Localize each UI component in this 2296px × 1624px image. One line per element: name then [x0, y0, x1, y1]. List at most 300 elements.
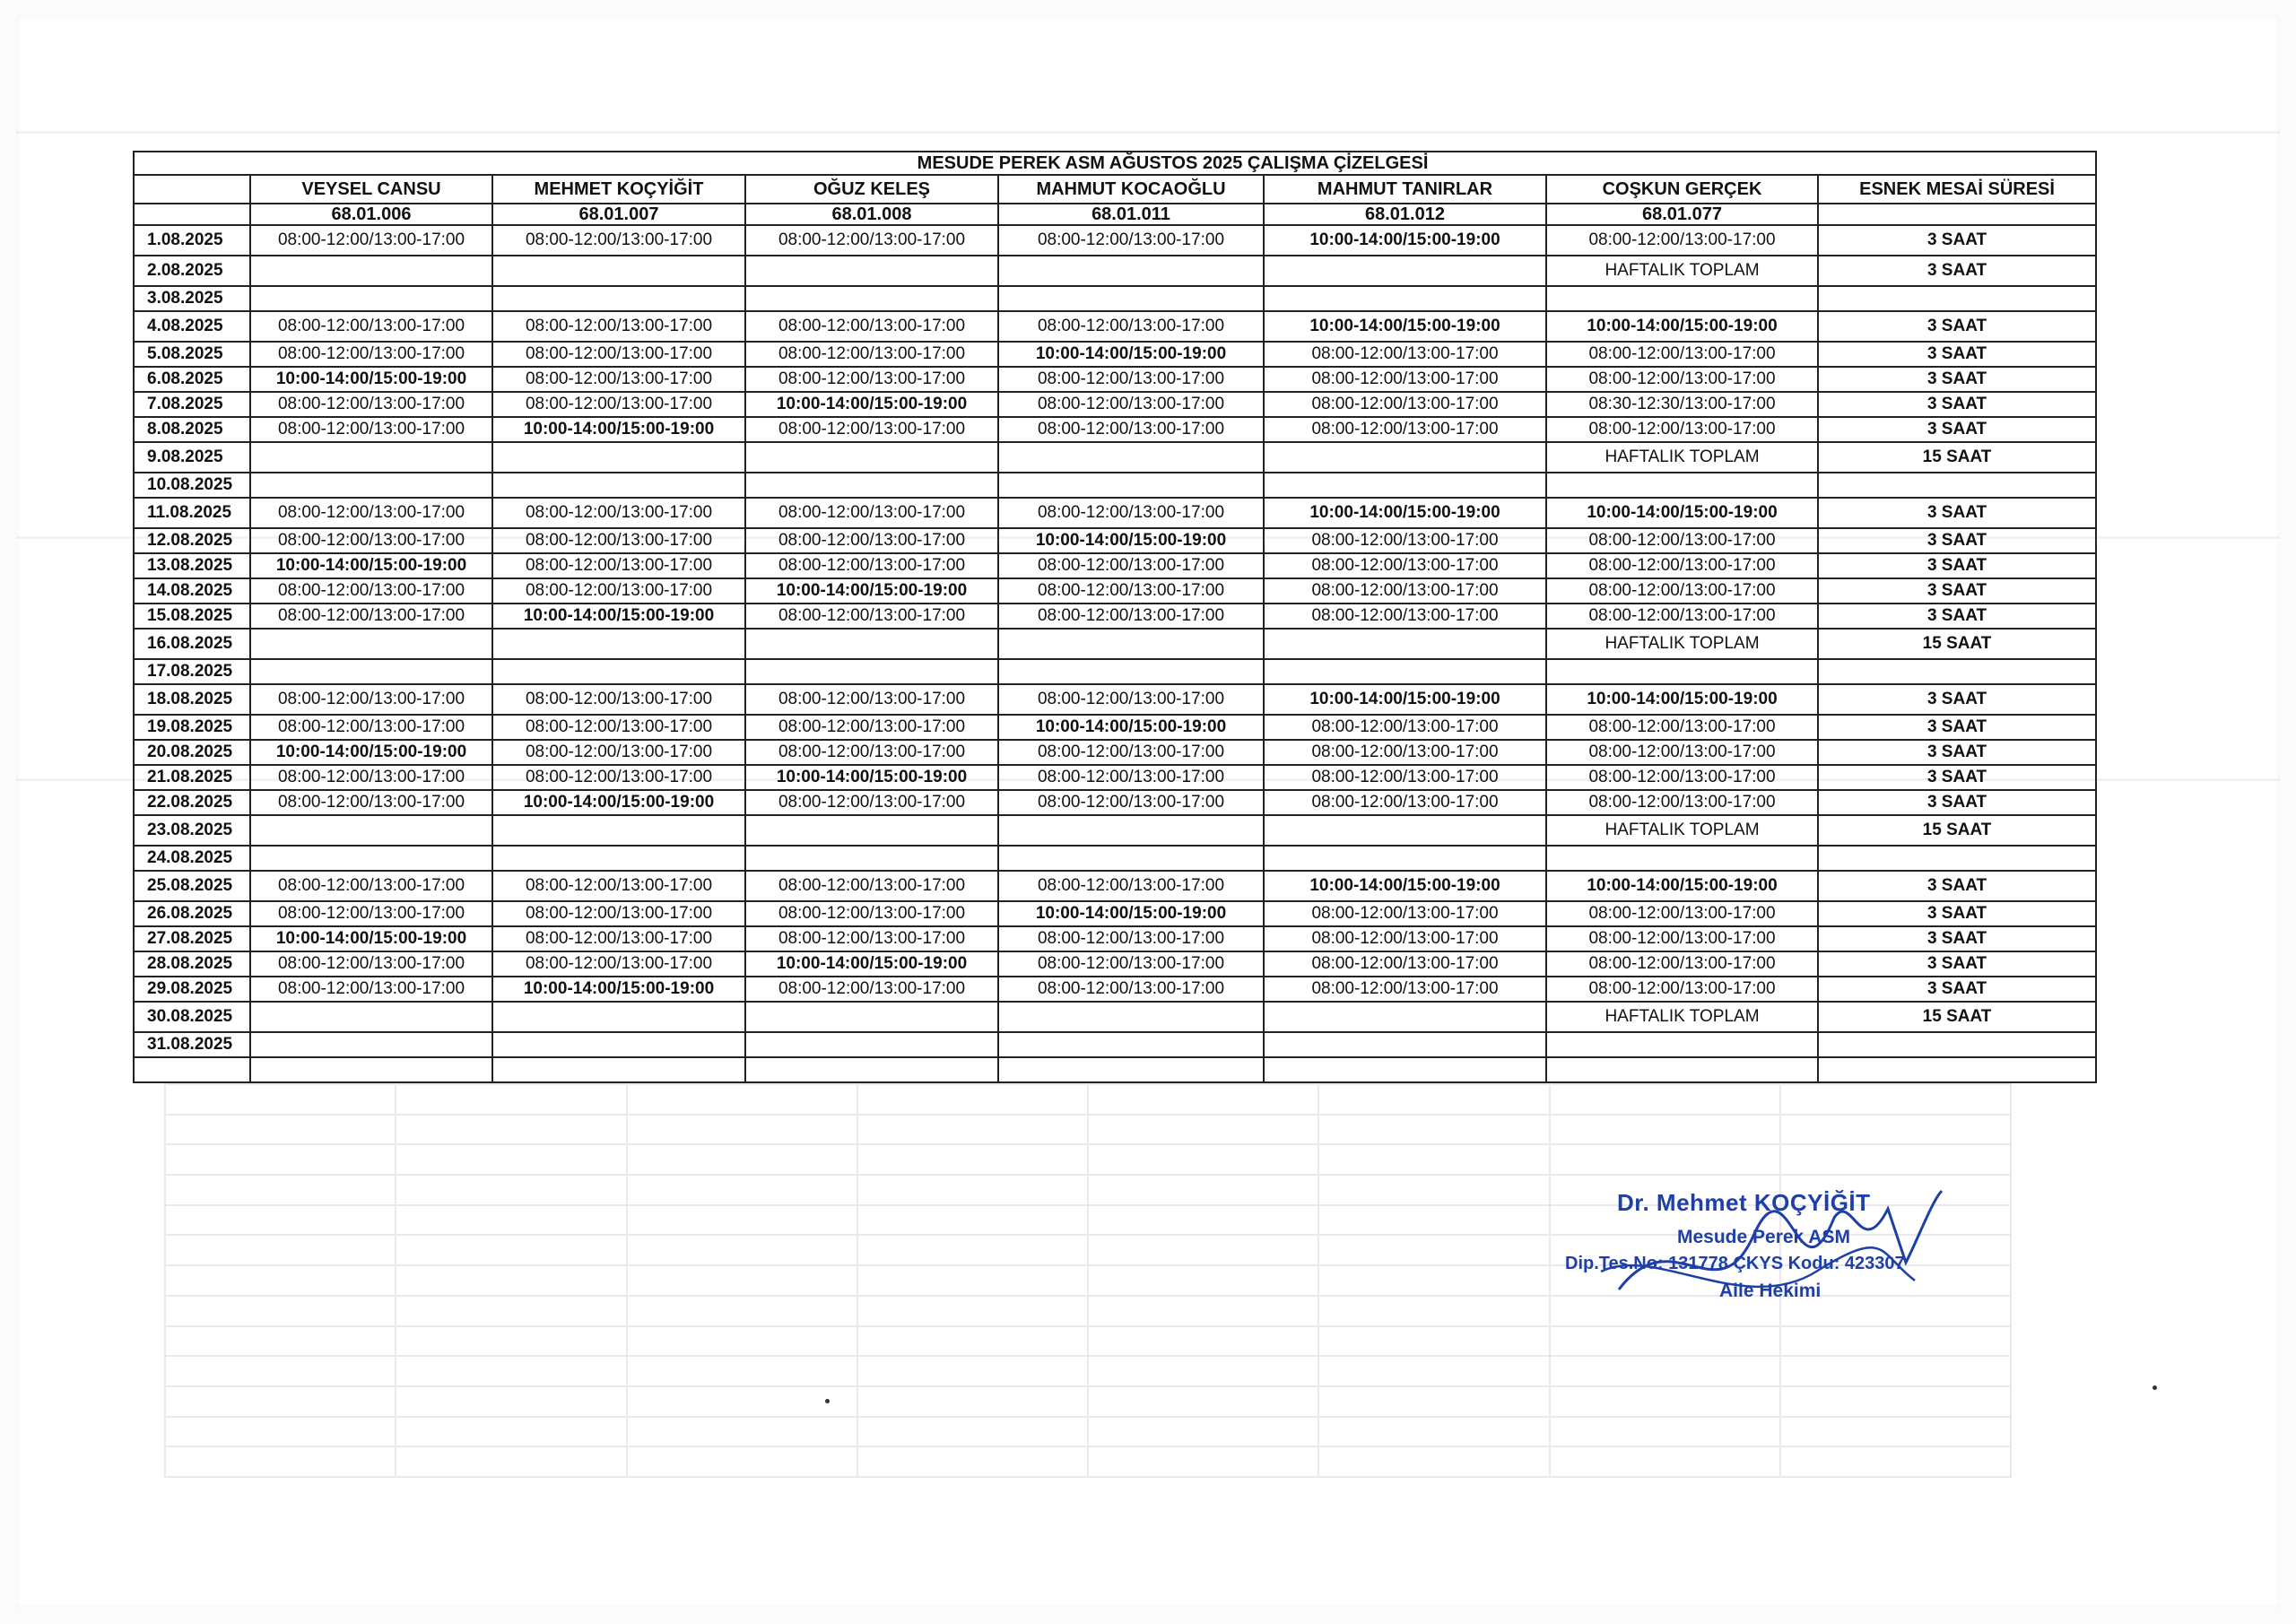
row-date: 6.08.2025	[134, 367, 250, 392]
corner-cell	[134, 175, 250, 204]
shift-cell: 08:00-12:00/13:00-17:00	[1264, 528, 1546, 553]
schedule-row	[134, 225, 2096, 256]
flex-hours-cell	[1818, 659, 2096, 684]
shift-cell	[492, 815, 745, 846]
schedule-row	[134, 790, 2096, 815]
shift-cell: 08:00-12:00/13:00-17:00	[1546, 715, 1818, 740]
corner-cell	[134, 204, 250, 225]
shift-cell: 08:00-12:00/13:00-17:00	[250, 578, 492, 604]
flex-hours-cell: 3 SAAT	[1818, 684, 2096, 715]
shift-cell	[1264, 659, 1546, 684]
schedule-row	[134, 417, 2096, 442]
row-date: 23.08.2025	[134, 815, 250, 846]
shift-cell	[492, 659, 745, 684]
shift-cell	[1546, 1032, 1818, 1057]
flex-hours-cell: 3 SAAT	[1818, 604, 2096, 629]
shift-cell: 08:00-12:00/13:00-17:00	[250, 871, 492, 901]
shift-cell	[745, 815, 998, 846]
speck	[2152, 1385, 2157, 1390]
shift-cell: 10:00-14:00/15:00-19:00	[250, 553, 492, 578]
shift-cell: 10:00-14:00/15:00-19:00	[250, 926, 492, 951]
shift-cell: 10:00-14:00/15:00-19:00	[492, 977, 745, 1002]
shift-cell: 08:00-12:00/13:00-17:00	[1264, 715, 1546, 740]
shift-cell	[998, 846, 1264, 871]
shift-cell	[492, 846, 745, 871]
shift-cell: 08:00-12:00/13:00-17:00	[250, 977, 492, 1002]
speck	[825, 1399, 830, 1403]
schedule-row	[134, 256, 2096, 286]
shift-cell	[492, 629, 745, 659]
shift-cell: 08:00-12:00/13:00-17:00	[250, 684, 492, 715]
shift-cell	[250, 1002, 492, 1032]
shift-cell: 08:00-12:00/13:00-17:00	[745, 528, 998, 553]
flex-hours-cell: 3 SAAT	[1818, 790, 2096, 815]
shift-cell	[250, 815, 492, 846]
shift-cell: 08:00-12:00/13:00-17:00	[1546, 553, 1818, 578]
shift-cell: 10:00-14:00/15:00-19:00	[492, 790, 745, 815]
schedule-row	[134, 901, 2096, 926]
row-date: 20.08.2025	[134, 740, 250, 765]
shift-cell: 08:00-12:00/13:00-17:00	[998, 311, 1264, 342]
shift-cell: 08:00-12:00/13:00-17:00	[1264, 392, 1546, 417]
shift-cell: 08:00-12:00/13:00-17:00	[250, 225, 492, 256]
schedule-row	[134, 528, 2096, 553]
shift-cell: 08:00-12:00/13:00-17:00	[1546, 417, 1818, 442]
shift-cell: 08:00-12:00/13:00-17:00	[1264, 740, 1546, 765]
shift-cell: 08:00-12:00/13:00-17:00	[745, 740, 998, 765]
flex-hours-cell: 15 SAAT	[1818, 629, 2096, 659]
row-date: 16.08.2025	[134, 629, 250, 659]
shift-cell: 08:00-12:00/13:00-17:00	[998, 498, 1264, 528]
shift-cell: 08:00-12:00/13:00-17:00	[492, 392, 745, 417]
shift-cell: 08:00-12:00/13:00-17:00	[745, 342, 998, 367]
staff-code: 68.01.011	[998, 204, 1264, 225]
doctor-stamp	[1565, 1182, 1969, 1316]
flex-header: ESNEK MESAİ SÜRESİ	[1818, 175, 2096, 204]
schedule-row	[134, 553, 2096, 578]
shift-cell: 08:00-12:00/13:00-17:00	[745, 553, 998, 578]
shift-cell	[492, 1002, 745, 1032]
shift-cell: 10:00-14:00/15:00-19:00	[998, 901, 1264, 926]
shift-cell: 08:00-12:00/13:00-17:00	[998, 417, 1264, 442]
shift-cell: 08:00-12:00/13:00-17:00	[745, 790, 998, 815]
shift-cell	[998, 256, 1264, 286]
shift-cell	[1264, 629, 1546, 659]
schedule-row	[134, 765, 2096, 790]
shift-cell	[492, 256, 745, 286]
shift-cell: 08:00-12:00/13:00-17:00	[745, 684, 998, 715]
schedule-row	[134, 977, 2096, 1002]
schedule-row	[134, 1057, 2096, 1082]
shift-cell	[250, 1032, 492, 1057]
schedule-row	[134, 684, 2096, 715]
staff-name: COŞKUN GERÇEK	[1546, 175, 1818, 204]
schedule-row	[134, 367, 2096, 392]
stamp-role: Aile Hekimi	[1719, 1281, 1822, 1301]
row-date: 8.08.2025	[134, 417, 250, 442]
shift-cell	[998, 815, 1264, 846]
schedule-row	[134, 715, 2096, 740]
shift-cell	[250, 1057, 492, 1082]
row-date	[134, 1057, 250, 1082]
shift-cell: 10:00-14:00/15:00-19:00	[250, 367, 492, 392]
shift-cell: 08:00-12:00/13:00-17:00	[1546, 765, 1818, 790]
flex-hours-cell: 3 SAAT	[1818, 367, 2096, 392]
schedule-row	[134, 442, 2096, 473]
shift-cell	[1546, 286, 1818, 311]
schedule-row	[134, 740, 2096, 765]
shift-cell	[1546, 1057, 1818, 1082]
shift-cell: 08:00-12:00/13:00-17:00	[745, 977, 998, 1002]
flex-hours-cell	[1818, 846, 2096, 871]
row-date: 17.08.2025	[134, 659, 250, 684]
schedule-row	[134, 1032, 2096, 1057]
flex-hours-cell: 3 SAAT	[1818, 578, 2096, 604]
shift-cell	[250, 286, 492, 311]
row-date: 28.08.2025	[134, 951, 250, 977]
shift-cell: 08:00-12:00/13:00-17:00	[998, 225, 1264, 256]
shift-cell: 08:00-12:00/13:00-17:00	[1546, 578, 1818, 604]
shift-cell	[998, 659, 1264, 684]
shift-cell	[998, 629, 1264, 659]
shift-cell: 08:00-12:00/13:00-17:00	[492, 528, 745, 553]
scan-streak	[16, 131, 2280, 134]
shift-cell: 10:00-14:00/15:00-19:00	[1264, 684, 1546, 715]
shift-cell: 08:00-12:00/13:00-17:00	[998, 684, 1264, 715]
schedule-row	[134, 392, 2096, 417]
shift-cell: 10:00-14:00/15:00-19:00	[745, 578, 998, 604]
shift-cell	[1264, 442, 1546, 473]
shift-cell	[1264, 1002, 1546, 1032]
shift-cell	[1264, 815, 1546, 846]
shift-cell: 08:00-12:00/13:00-17:00	[1546, 977, 1818, 1002]
staff-name: MEHMET KOÇYİĞİT	[492, 175, 745, 204]
shift-cell: 08:30-12:30/13:00-17:00	[1546, 392, 1818, 417]
shift-cell	[745, 473, 998, 498]
shift-cell	[745, 629, 998, 659]
shift-cell	[250, 473, 492, 498]
row-date: 14.08.2025	[134, 578, 250, 604]
shift-cell: 08:00-12:00/13:00-17:00	[1264, 553, 1546, 578]
shift-cell: 08:00-12:00/13:00-17:00	[250, 790, 492, 815]
flex-hours-cell: 3 SAAT	[1818, 498, 2096, 528]
work-schedule-table	[133, 151, 2097, 1083]
flex-hours-cell: 3 SAAT	[1818, 553, 2096, 578]
flex-hours-cell: 15 SAAT	[1818, 442, 2096, 473]
shift-cell: 08:00-12:00/13:00-17:00	[1264, 790, 1546, 815]
shift-cell	[492, 286, 745, 311]
schedule-row	[134, 1002, 2096, 1032]
schedule-row	[134, 846, 2096, 871]
row-date: 27.08.2025	[134, 926, 250, 951]
flex-hours-cell: 3 SAAT	[1818, 256, 2096, 286]
shift-cell: 10:00-14:00/15:00-19:00	[745, 951, 998, 977]
shift-cell: 10:00-14:00/15:00-19:00	[998, 342, 1264, 367]
row-date: 5.08.2025	[134, 342, 250, 367]
shift-cell: 08:00-12:00/13:00-17:00	[250, 417, 492, 442]
schedule-row	[134, 871, 2096, 901]
schedule-row	[134, 604, 2096, 629]
row-date: 10.08.2025	[134, 473, 250, 498]
flex-hours-cell	[1818, 1032, 2096, 1057]
flex-hours-cell: 15 SAAT	[1818, 1002, 2096, 1032]
flex-hours-cell: 3 SAAT	[1818, 392, 2096, 417]
staff-code: 68.01.077	[1546, 204, 1818, 225]
row-date: 31.08.2025	[134, 1032, 250, 1057]
shift-cell	[998, 1057, 1264, 1082]
shift-cell	[745, 846, 998, 871]
shift-cell	[998, 473, 1264, 498]
shift-cell	[745, 1002, 998, 1032]
shift-cell	[745, 1057, 998, 1082]
shift-cell: 08:00-12:00/13:00-17:00	[492, 765, 745, 790]
shift-cell: 08:00-12:00/13:00-17:00	[250, 604, 492, 629]
shift-cell: 08:00-12:00/13:00-17:00	[250, 392, 492, 417]
shift-cell: 08:00-12:00/13:00-17:00	[998, 926, 1264, 951]
shift-cell: 10:00-14:00/15:00-19:00	[492, 604, 745, 629]
shift-cell: 08:00-12:00/13:00-17:00	[492, 578, 745, 604]
shift-cell: 08:00-12:00/13:00-17:00	[998, 367, 1264, 392]
shift-cell: 08:00-12:00/13:00-17:00	[1264, 604, 1546, 629]
shift-cell	[1264, 1057, 1546, 1082]
row-date: 30.08.2025	[134, 1002, 250, 1032]
shift-cell: 08:00-12:00/13:00-17:00	[250, 311, 492, 342]
shift-cell: 08:00-12:00/13:00-17:00	[492, 553, 745, 578]
shift-cell: 10:00-14:00/15:00-19:00	[998, 528, 1264, 553]
shift-cell: 08:00-12:00/13:00-17:00	[1546, 604, 1818, 629]
shift-cell: 08:00-12:00/13:00-17:00	[745, 926, 998, 951]
row-date: 22.08.2025	[134, 790, 250, 815]
schedule-row	[134, 578, 2096, 604]
shift-cell: 08:00-12:00/13:00-17:00	[1546, 225, 1818, 256]
row-date: 1.08.2025	[134, 225, 250, 256]
shift-cell: 10:00-14:00/15:00-19:00	[250, 740, 492, 765]
shift-cell	[492, 1057, 745, 1082]
row-date: 13.08.2025	[134, 553, 250, 578]
shift-cell: 08:00-12:00/13:00-17:00	[1264, 765, 1546, 790]
shift-cell: 10:00-14:00/15:00-19:00	[492, 417, 745, 442]
shift-cell	[492, 1032, 745, 1057]
flex-hours-cell: 3 SAAT	[1818, 311, 2096, 342]
row-date: 29.08.2025	[134, 977, 250, 1002]
shift-cell: 08:00-12:00/13:00-17:00	[492, 740, 745, 765]
stamp-institution: Mesude Perek ASM	[1677, 1227, 1850, 1247]
shift-cell	[745, 1032, 998, 1057]
shift-cell	[745, 256, 998, 286]
shift-cell	[998, 1002, 1264, 1032]
shift-cell: 08:00-12:00/13:00-17:00	[998, 578, 1264, 604]
shift-cell: 08:00-12:00/13:00-17:00	[1546, 951, 1818, 977]
schedule-row	[134, 815, 2096, 846]
flex-hours-cell: 3 SAAT	[1818, 342, 2096, 367]
staff-name: VEYSEL CANSU	[250, 175, 492, 204]
shift-cell: 10:00-14:00/15:00-19:00	[1264, 311, 1546, 342]
shift-cell: 08:00-12:00/13:00-17:00	[745, 367, 998, 392]
shift-cell: 08:00-12:00/13:00-17:00	[492, 342, 745, 367]
shift-cell: 08:00-12:00/13:00-17:00	[998, 392, 1264, 417]
shift-cell: HAFTALIK TOPLAM	[1546, 1002, 1818, 1032]
schedule-row	[134, 926, 2096, 951]
shift-cell: 08:00-12:00/13:00-17:00	[250, 342, 492, 367]
schedule-row	[134, 311, 2096, 342]
shift-cell: 08:00-12:00/13:00-17:00	[998, 740, 1264, 765]
shift-cell: 10:00-14:00/15:00-19:00	[1546, 684, 1818, 715]
shift-cell	[250, 442, 492, 473]
title-spacer	[134, 152, 250, 175]
shift-cell: 08:00-12:00/13:00-17:00	[998, 871, 1264, 901]
shift-cell: 08:00-12:00/13:00-17:00	[492, 684, 745, 715]
shift-cell: 08:00-12:00/13:00-17:00	[1264, 926, 1546, 951]
shift-cell	[998, 286, 1264, 311]
shift-cell	[250, 846, 492, 871]
shift-cell: 08:00-12:00/13:00-17:00	[492, 951, 745, 977]
stamp-name: Dr. Mehmet KOÇYİĞİT	[1617, 1189, 1871, 1216]
shift-cell: 10:00-14:00/15:00-19:00	[745, 392, 998, 417]
schedule-title: MESUDE PEREK ASM AĞUSTOS 2025 ÇALIŞMA ÇİZELGESİ	[250, 152, 2096, 175]
flex-hours-cell: 3 SAAT	[1818, 977, 2096, 1002]
shift-cell: 08:00-12:00/13:00-17:00	[492, 715, 745, 740]
staff-name: MAHMUT TANIRLAR	[1264, 175, 1546, 204]
shift-cell: 08:00-12:00/13:00-17:00	[492, 926, 745, 951]
row-date: 3.08.2025	[134, 286, 250, 311]
shift-cell: 08:00-12:00/13:00-17:00	[745, 604, 998, 629]
shift-cell: 10:00-14:00/15:00-19:00	[1546, 498, 1818, 528]
flex-hours-cell: 3 SAAT	[1818, 951, 2096, 977]
row-date: 9.08.2025	[134, 442, 250, 473]
row-date: 7.08.2025	[134, 392, 250, 417]
shift-cell: 08:00-12:00/13:00-17:00	[1546, 528, 1818, 553]
shift-cell: 08:00-12:00/13:00-17:00	[492, 498, 745, 528]
row-date: 11.08.2025	[134, 498, 250, 528]
shift-cell: 08:00-12:00/13:00-17:00	[1546, 926, 1818, 951]
shift-cell: 08:00-12:00/13:00-17:00	[1546, 790, 1818, 815]
shift-cell	[1264, 286, 1546, 311]
flex-hours-cell: 3 SAAT	[1818, 901, 2096, 926]
shift-cell: 08:00-12:00/13:00-17:00	[1264, 342, 1546, 367]
flex-hours-cell: 3 SAAT	[1818, 765, 2096, 790]
row-date: 18.08.2025	[134, 684, 250, 715]
shift-cell: 08:00-12:00/13:00-17:00	[492, 901, 745, 926]
shift-cell	[250, 629, 492, 659]
shift-cell: 08:00-12:00/13:00-17:00	[998, 977, 1264, 1002]
shift-cell: 08:00-12:00/13:00-17:00	[745, 498, 998, 528]
shift-cell: 08:00-12:00/13:00-17:00	[250, 951, 492, 977]
flex-hours-cell	[1818, 1057, 2096, 1082]
shift-cell	[745, 442, 998, 473]
row-date: 4.08.2025	[134, 311, 250, 342]
staff-name: OĞUZ KELEŞ	[745, 175, 998, 204]
schedule-row	[134, 629, 2096, 659]
staff-code: 68.01.012	[1264, 204, 1546, 225]
shift-cell: 08:00-12:00/13:00-17:00	[1264, 367, 1546, 392]
shift-cell: 08:00-12:00/13:00-17:00	[1264, 578, 1546, 604]
shift-cell: 08:00-12:00/13:00-17:00	[492, 871, 745, 901]
shift-cell: 08:00-12:00/13:00-17:00	[1546, 342, 1818, 367]
shift-cell: 08:00-12:00/13:00-17:00	[1546, 367, 1818, 392]
shift-cell: 08:00-12:00/13:00-17:00	[998, 553, 1264, 578]
row-date: 15.08.2025	[134, 604, 250, 629]
staff-code: 68.01.006	[250, 204, 492, 225]
shift-cell: HAFTALIK TOPLAM	[1546, 815, 1818, 846]
flex-hours-cell: 3 SAAT	[1818, 926, 2096, 951]
shift-cell: 10:00-14:00/15:00-19:00	[1264, 498, 1546, 528]
shift-cell: 10:00-14:00/15:00-19:00	[1546, 311, 1818, 342]
shift-cell	[1264, 473, 1546, 498]
shift-cell	[1546, 473, 1818, 498]
shift-cell	[250, 659, 492, 684]
flex-hours-cell: 3 SAAT	[1818, 528, 2096, 553]
flex-hours-cell: 3 SAAT	[1818, 417, 2096, 442]
shift-cell	[745, 659, 998, 684]
row-date: 19.08.2025	[134, 715, 250, 740]
shift-cell	[1264, 1032, 1546, 1057]
staff-code: 68.01.007	[492, 204, 745, 225]
flex-hours-cell: 15 SAAT	[1818, 815, 2096, 846]
shift-cell: 08:00-12:00/13:00-17:00	[1264, 901, 1546, 926]
shift-cell: 10:00-14:00/15:00-19:00	[745, 765, 998, 790]
flex-hours-cell: 3 SAAT	[1818, 740, 2096, 765]
schedule-row	[134, 473, 2096, 498]
shift-cell: 08:00-12:00/13:00-17:00	[998, 790, 1264, 815]
shift-cell: 10:00-14:00/15:00-19:00	[1546, 871, 1818, 901]
shift-cell	[492, 473, 745, 498]
shift-cell: 08:00-12:00/13:00-17:00	[492, 367, 745, 392]
schedule-row	[134, 286, 2096, 311]
staff-code: 68.01.008	[745, 204, 998, 225]
shift-cell: HAFTALIK TOPLAM	[1546, 442, 1818, 473]
shift-cell: 08:00-12:00/13:00-17:00	[250, 715, 492, 740]
flex-hours-cell: 3 SAAT	[1818, 871, 2096, 901]
shift-cell: 10:00-14:00/15:00-19:00	[1264, 871, 1546, 901]
staff-name: MAHMUT KOCAOĞLU	[998, 175, 1264, 204]
shift-cell: 10:00-14:00/15:00-19:00	[1264, 225, 1546, 256]
row-date: 2.08.2025	[134, 256, 250, 286]
row-date: 24.08.2025	[134, 846, 250, 871]
row-date: 25.08.2025	[134, 871, 250, 901]
shift-cell	[998, 442, 1264, 473]
shift-cell: 08:00-12:00/13:00-17:00	[1546, 901, 1818, 926]
shift-cell: 08:00-12:00/13:00-17:00	[250, 765, 492, 790]
shift-cell: 08:00-12:00/13:00-17:00	[1264, 977, 1546, 1002]
shift-cell: 08:00-12:00/13:00-17:00	[745, 871, 998, 901]
schedule-row	[134, 498, 2096, 528]
row-date: 21.08.2025	[134, 765, 250, 790]
flex-hours-cell	[1818, 473, 2096, 498]
shift-cell: 08:00-12:00/13:00-17:00	[492, 225, 745, 256]
shift-cell	[1546, 659, 1818, 684]
shift-cell: 08:00-12:00/13:00-17:00	[745, 311, 998, 342]
shift-cell	[745, 286, 998, 311]
shift-cell: 08:00-12:00/13:00-17:00	[745, 715, 998, 740]
row-date: 12.08.2025	[134, 528, 250, 553]
shift-cell: 08:00-12:00/13:00-17:00	[1546, 740, 1818, 765]
shift-cell: 08:00-12:00/13:00-17:00	[745, 417, 998, 442]
shift-cell: 08:00-12:00/13:00-17:00	[998, 951, 1264, 977]
shift-cell: 08:00-12:00/13:00-17:00	[250, 901, 492, 926]
shift-cell	[1264, 256, 1546, 286]
flex-header-blank	[1818, 204, 2096, 225]
shift-cell: HAFTALIK TOPLAM	[1546, 629, 1818, 659]
shift-cell: 08:00-12:00/13:00-17:00	[998, 604, 1264, 629]
schedule-row	[134, 951, 2096, 977]
shift-cell	[998, 1032, 1264, 1057]
schedule-row	[134, 342, 2096, 367]
schedule-row	[134, 659, 2096, 684]
shift-cell	[250, 256, 492, 286]
shift-cell: HAFTALIK TOPLAM	[1546, 256, 1818, 286]
shift-cell: 08:00-12:00/13:00-17:00	[745, 225, 998, 256]
flex-hours-cell	[1818, 286, 2096, 311]
